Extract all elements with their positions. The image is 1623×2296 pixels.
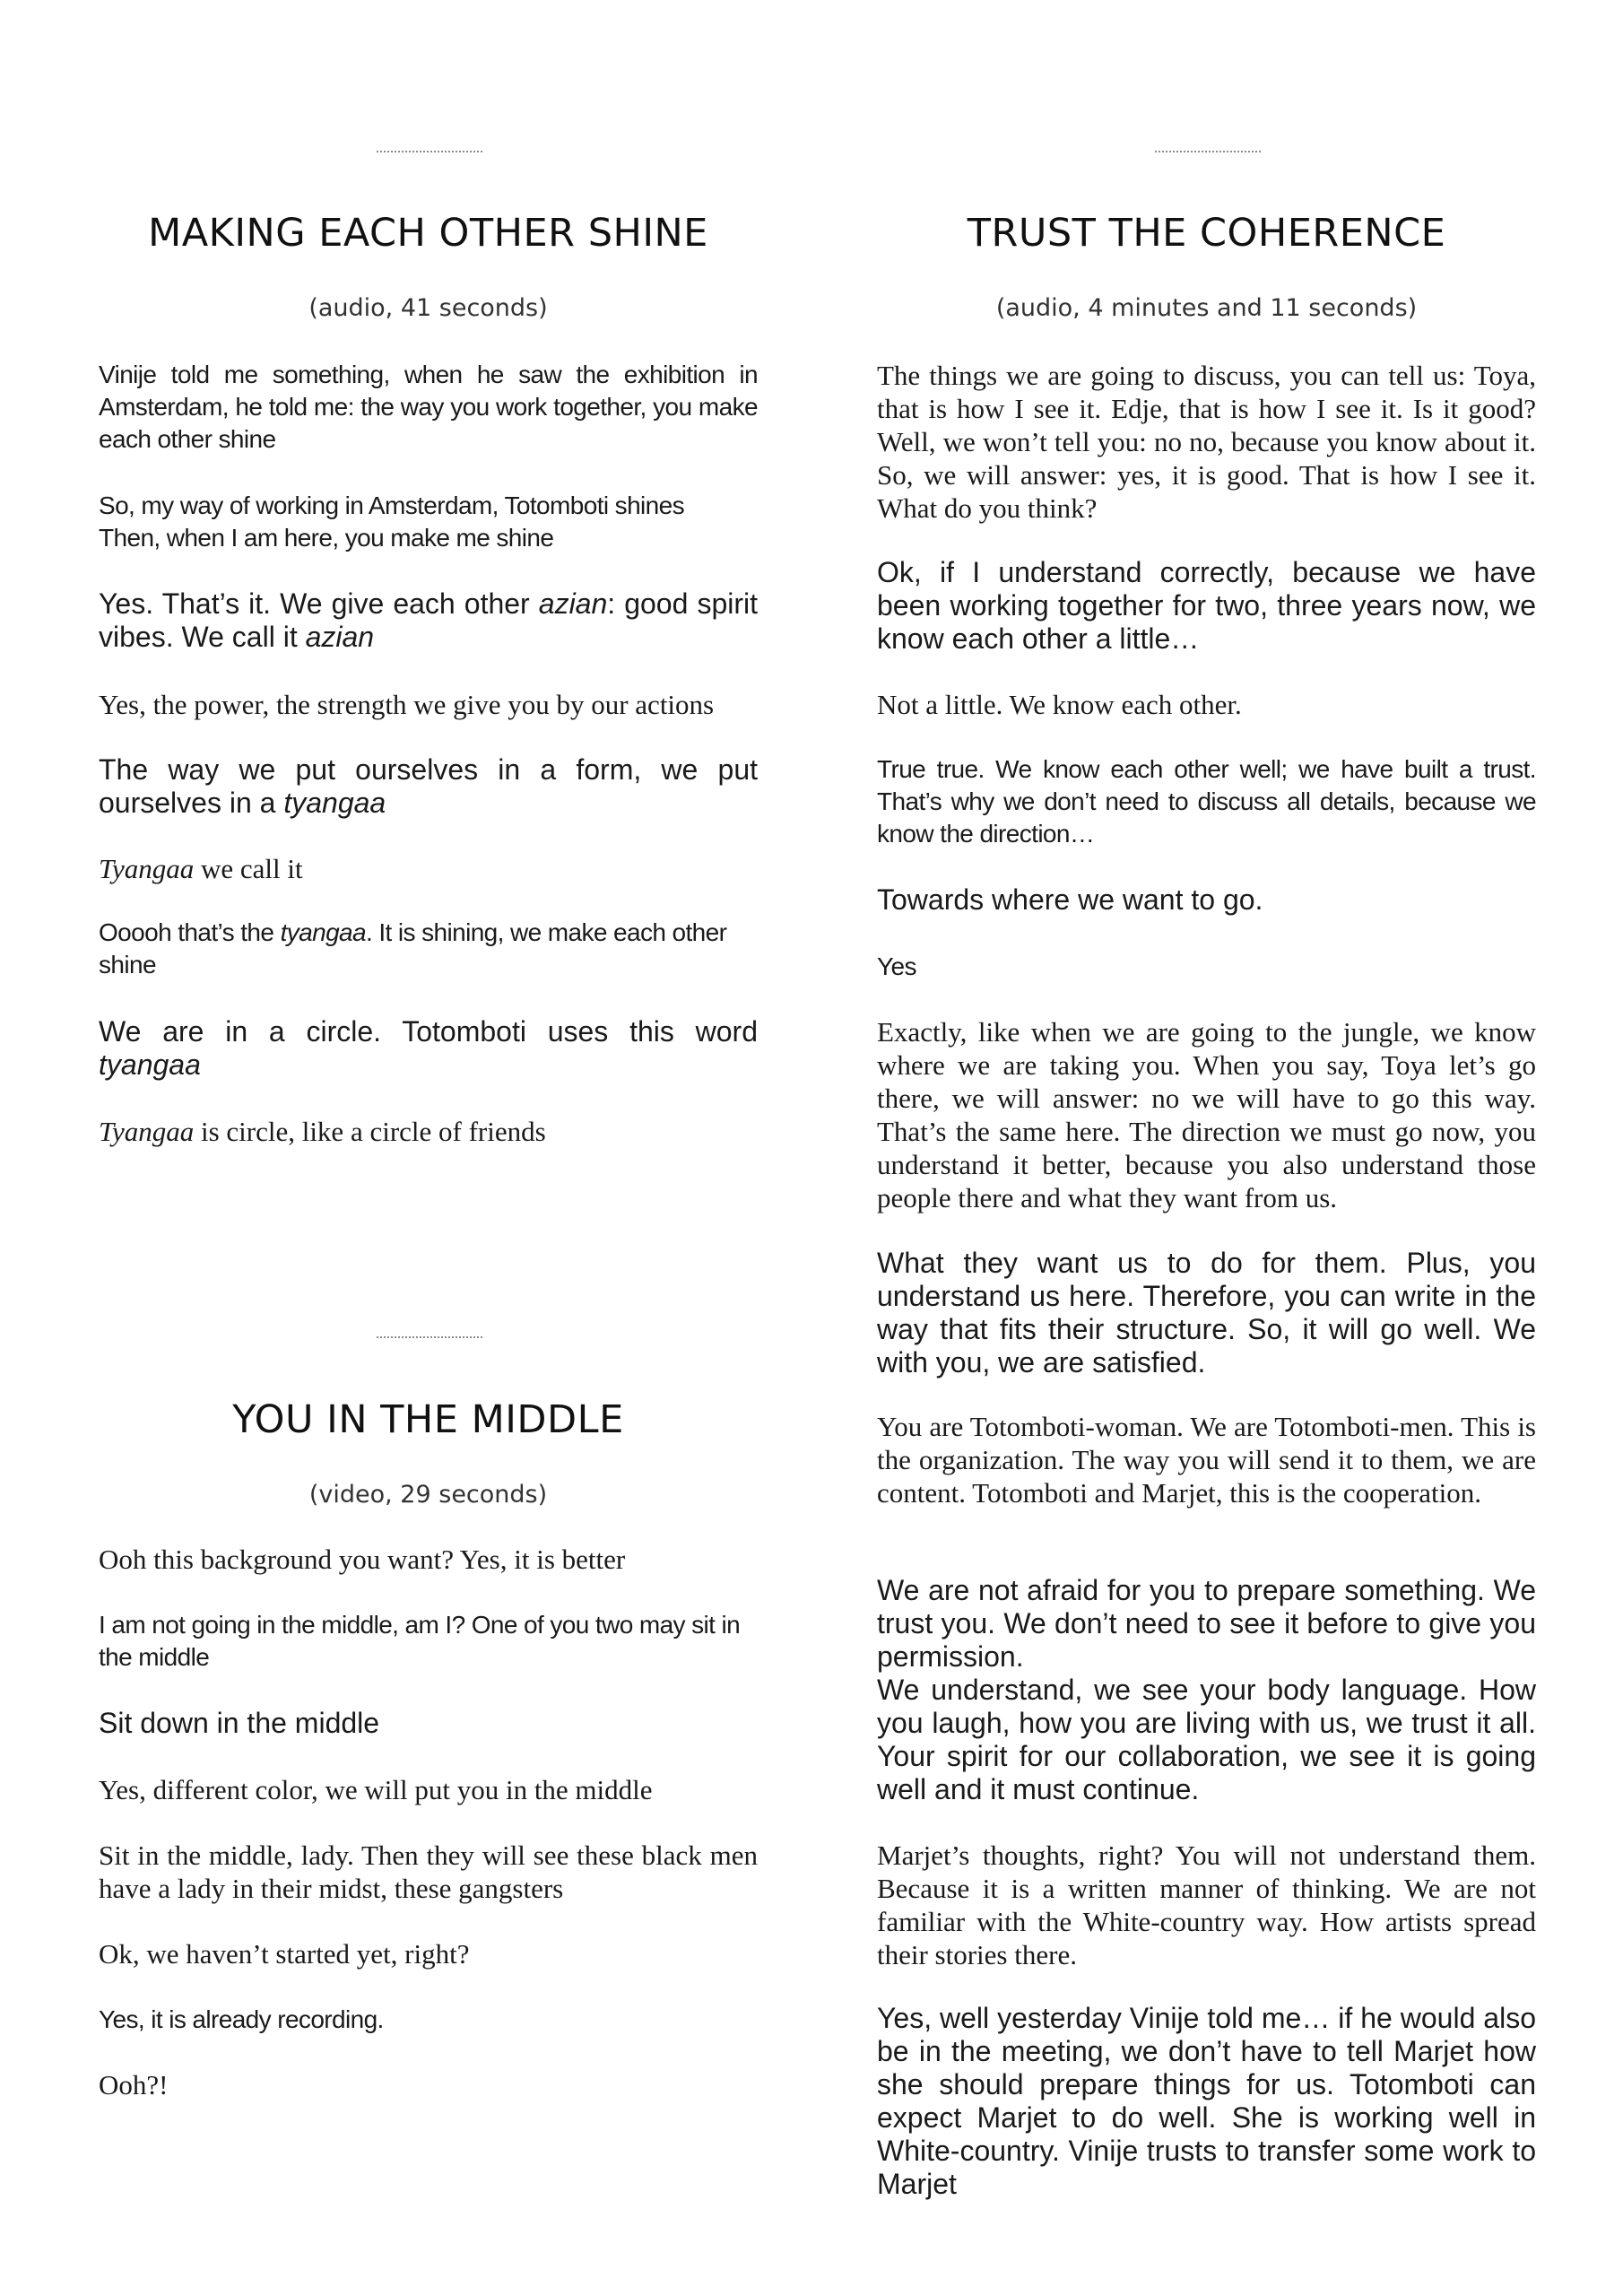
- transcript-paragraph: Not a little. We know each other.: [877, 689, 1242, 720]
- transcript-paragraph: You are Totomboti-woman. We are Totomboti-men. This is the organization. The way you will send it to them, we are content. Totomboti and Marjet, this is the cooperation.: [877, 1411, 1536, 1509]
- transcript-paragraph: Marjet’s thoughts, right? You will not understand them. Because it is a written manner of thinking. We are not familiar with the White-country way. How artists spread their stories there.: [877, 1839, 1536, 1970]
- transcript-paragraph: The way we put ourselves in a form, we put ourselves in a tyangaa: [99, 753, 758, 819]
- transcript-paragraph: True true. We know each other well; we have built a trust. That’s why we don’t need to discuss all details, because we know the direction…: [877, 755, 1536, 848]
- transcript-paragraph: Yes: [877, 952, 916, 980]
- transcript-paragraph: Yes, the power, the strength we give you by our actions: [99, 689, 715, 720]
- transcript-paragraph: Ooh?!: [99, 2069, 169, 2100]
- transcript-paragraph: The things we are going to discuss, you can tell us: Toya, that is how I see it. Edje, that is how I see it. Is it good? Well, we won’t tell you: no no, because you know about it. So, we will answer: yes, it is good. That is how I see it. What do you think?: [877, 360, 1536, 524]
- transcript-paragraph: Ooooh that’s the tyangaa. It is shining, we make each other shine: [99, 918, 727, 978]
- transcript-paragraph: Ok, if I understand correctly, because we have been working together for two, three years now, we know each other a little…: [877, 556, 1536, 655]
- transcript-paragraph: Vinije told me something, when he saw the exhibition in Amsterdam, he told me: the way you work together, you make each other shine: [99, 361, 758, 453]
- transcript-paragraph: Ooh this background you want? Yes, it is better: [99, 1544, 626, 1575]
- transcript-paragraph: Yes, well yesterday Vinije told me… if he would also be in the meeting, we don’t have to tell Marjet how she should prepare things for us. Totomboti can expect Marjet to do well. She is working well in White-country. Vinije trusts to transfer some work to Marjet: [877, 2002, 1536, 2200]
- transcript-paragraph: Towards where we want to go.: [877, 883, 1263, 916]
- transcript-paragraph: Sit down in the middle: [99, 1707, 380, 1739]
- transcript-paragraph: What they want us to do for them. Plus, you understand us here. Therefore, you can write in the way that fits their structure. So, it will go well. We with you, we are satisfied.: [877, 1247, 1536, 1378]
- transcript-paragraph: Exactly, like when we are going to the jungle, we know where we are taking you. When you say, Toya let’s go there, we will answer: no we will have to go this way. That’s the same here. The direction we must go now, you understand it better, because you also understand those people there and what they want from us.: [877, 1016, 1536, 1213]
- transcript-paragraph: Sit in the middle, lady. Then they will see these black men have a lady in their midst, these gangsters: [99, 1839, 758, 1904]
- transcript-paragraph: Ok, we haven’t started yet, right?: [99, 1938, 470, 1970]
- section-title: MAKING EACH OTHER SHINE: [148, 211, 708, 256]
- transcript-paragraph: Yes. That’s it. We give each other azian: good spirit vibes. We call it azian: [99, 587, 759, 653]
- transcript-paragraph: So, my way of working in Amsterdam, Totomboti shines Then, when I am here, you make me shine: [99, 491, 685, 552]
- section-subtitle: (video, 29 seconds): [308, 1481, 548, 1509]
- transcript-paragraph: We are in a circle. Totomboti uses this word tyangaa: [99, 1015, 758, 1081]
- section-title: YOU IN THE MIDDLE: [232, 1397, 624, 1442]
- section-divider: [377, 1336, 482, 1338]
- transcript-paragraph: Tyangaa we call it: [99, 853, 303, 884]
- transcript-paragraph: I am not going in the middle, am I? One of you two may sit in the middle: [99, 1611, 741, 1671]
- section-subtitle: (audio, 41 seconds): [308, 294, 548, 322]
- transcript-paragraph: Tyangaa is circle, like a circle of friends: [99, 1116, 546, 1147]
- section-title: TRUST THE COHERENCE: [967, 211, 1446, 256]
- section-divider: [1155, 151, 1261, 152]
- transcript-paragraph: Yes, different color, we will put you in the middle: [99, 1774, 653, 1805]
- transcript-paragraph: Yes, it is already recording.: [99, 2005, 384, 2033]
- section-divider: [377, 151, 482, 152]
- section-subtitle: (audio, 4 minutes and 11 seconds): [995, 294, 1418, 322]
- transcript-paragraph: We are not afraid for you to prepare something. We trust you. We don’t need to see it before to give you permission. We understand, we see your body language. How you laugh, how you are living with us, we trust it all. Your spirit for our collaboration, we see it is going well and it must continue.: [877, 1574, 1536, 1805]
